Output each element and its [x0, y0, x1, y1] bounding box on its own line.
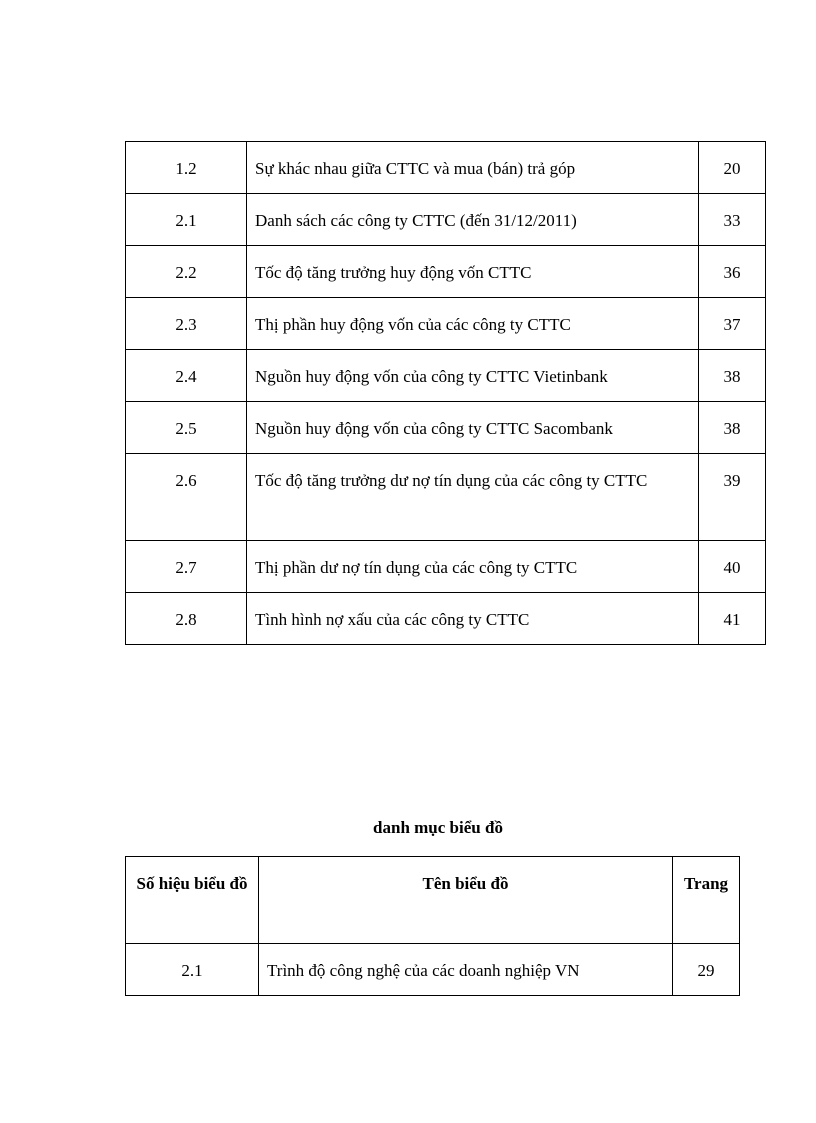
row-page: 41 [699, 593, 766, 645]
header-number: Số hiệu biểu đồ [126, 857, 259, 944]
row-number: 2.1 [126, 944, 259, 996]
row-number: 2.8 [126, 593, 247, 645]
row-number: 2.2 [126, 246, 247, 298]
table-row [126, 350, 766, 402]
row-number: 2.5 [126, 402, 247, 454]
row-title: Thị phần dư nợ tín dụng của các công ty CTTC [247, 541, 699, 593]
row-title: Trình độ công nghệ của các doanh nghiệp VN [259, 944, 673, 996]
table-row [126, 298, 766, 350]
row-page: 20 [699, 142, 766, 194]
row-title: Nguồn huy động vốn của công ty CTTC Sacombank [247, 402, 699, 454]
table-row [126, 944, 740, 996]
row-number: 2.4 [126, 350, 247, 402]
row-page: 40 [699, 541, 766, 593]
table-row [126, 541, 766, 593]
row-number: 2.1 [126, 194, 247, 246]
charts-list-heading: danh mục biểu đồ [373, 818, 503, 837]
row-number: 2.3 [126, 298, 247, 350]
row-title: Nguồn huy động vốn của công ty CTTC Vietinbank [247, 350, 699, 402]
header-row [126, 857, 740, 944]
row-title: Danh sách các công ty CTTC (đến 31/12/2011) [247, 194, 699, 246]
row-title: Sự khác nhau giữa CTTC và mua (bán) trả góp [247, 142, 699, 194]
table-row [126, 194, 766, 246]
row-number: 2.6 [126, 454, 247, 541]
row-title: Thị phần huy động vốn của các công ty CTTC [247, 298, 699, 350]
list-of-tables [125, 141, 766, 645]
header-page: Trang [673, 857, 740, 944]
table-row [126, 246, 766, 298]
row-page: 33 [699, 194, 766, 246]
table-row [126, 402, 766, 454]
table-row [126, 454, 766, 541]
row-number: 2.7 [126, 541, 247, 593]
row-page: 38 [699, 350, 766, 402]
row-number: 1.2 [126, 142, 247, 194]
row-title: Tốc độ tăng trưởng dư nợ tín dụng của các công ty CTTC [247, 454, 699, 541]
row-page: 39 [699, 454, 766, 541]
row-page: 36 [699, 246, 766, 298]
row-title: Tốc độ tăng trưởng huy động vốn CTTC [247, 246, 699, 298]
list-of-charts [125, 856, 740, 996]
row-page: 29 [673, 944, 740, 996]
table-row [126, 593, 766, 645]
row-title: Tình hình nợ xấu của các công ty CTTC [247, 593, 699, 645]
header-title: Tên biểu đồ [259, 857, 673, 944]
row-page: 38 [699, 402, 766, 454]
table-row [126, 142, 766, 194]
row-page: 37 [699, 298, 766, 350]
